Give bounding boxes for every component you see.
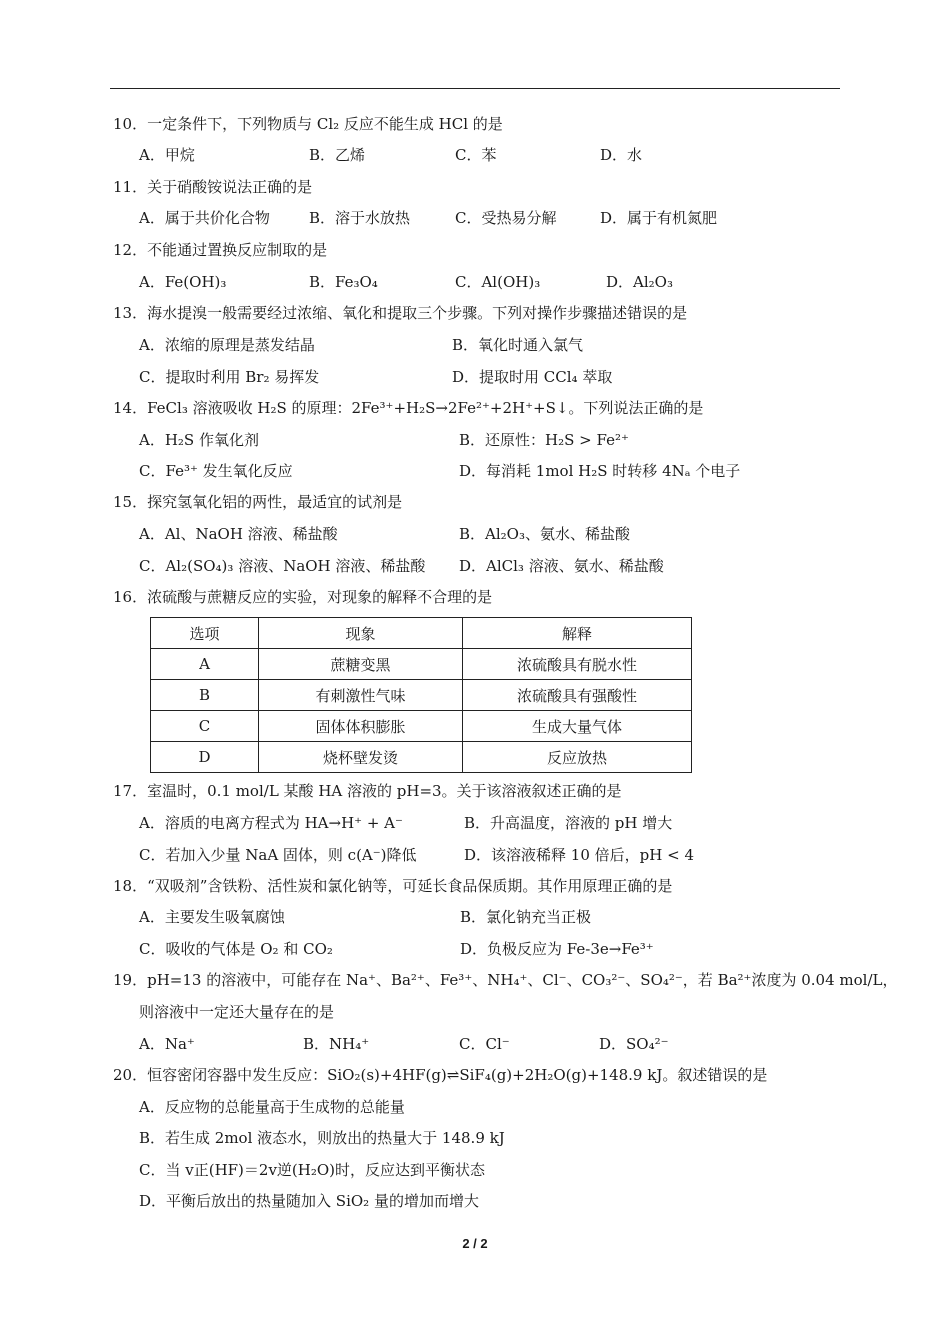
table-cell: 生成大量气体 — [463, 711, 692, 742]
table-cell: A — [151, 649, 259, 680]
q18-option-c: C．吸收的气体是 O₂ 和 CO₂ — [139, 940, 333, 958]
q12-option-a: A．Fe(OH)₃ — [139, 273, 227, 291]
q11-option-a: A．属于共价化合物 — [139, 209, 270, 227]
q14-option-d: D．每消耗 1mol H₂S 时转移 4Nₐ 个电子 — [459, 462, 741, 480]
q16-stem: 16．浓硫酸与蔗糖反应的实验，对现象的解释不合理的是 — [113, 588, 493, 606]
table-cell: 浓硫酸具有脱水性 — [463, 649, 692, 680]
table-cell: 有刺激性气味 — [259, 680, 463, 711]
q19-option-a: A．Na⁺ — [139, 1035, 195, 1053]
q17-stem: 17．室温时，0.1 mol/L 某酸 HA 溶液的 pH=3。关于该溶液叙述正确的是 — [113, 782, 622, 800]
q17-option-a: A．溶质的电离方程式为 HA→H⁺ + A⁻ — [139, 814, 403, 832]
q17-option-d: D．该溶液稀释 10 倍后，pH < 4 — [464, 846, 694, 864]
q11-option-d: D．属于有机氮肥 — [600, 209, 718, 227]
q15-stem: 15．探究氢氧化铝的两性，最适宜的试剂是 — [113, 493, 403, 511]
q14-option-a: A．H₂S 作氧化剂 — [139, 431, 259, 449]
table-row — [151, 680, 692, 711]
q12-option-c: C．Al(OH)₃ — [455, 273, 541, 291]
q15-option-c: C．Al₂(SO₄)₃ 溶液、NaOH 溶液、稀盐酸 — [139, 557, 426, 575]
q15-option-a: A．Al、NaOH 溶液、稀盐酸 — [139, 525, 338, 543]
q12-option-b: B．Fe₃O₄ — [309, 273, 378, 291]
table-cell: D — [151, 742, 259, 773]
q15-option-b: B．Al₂O₃、氨水、稀盐酸 — [459, 525, 630, 543]
q20-option-b: B．若生成 2mol 液态水，则放出的热量大于 148.9 kJ — [139, 1129, 505, 1147]
q10-option-d: D．水 — [600, 146, 643, 164]
q10-option-b: B．乙烯 — [309, 146, 366, 164]
table-row — [151, 649, 692, 680]
q19-stem-continued: 则溶液中一定还大量存在的是 — [139, 1003, 335, 1021]
q19-stem: 19．pH=13 的溶液中，可能存在 Na⁺、Ba²⁺、Fe³⁺、NH₄⁺、Cl⁻、CO₃²⁻、SO₄²⁻，若 Ba²⁺浓度为 0.04 mol/L， — [113, 971, 898, 989]
q13-option-b: B．氧化时通入氯气 — [452, 336, 584, 354]
q12-stem: 12．不能通过置换反应制取的是 — [113, 241, 328, 259]
table-row — [151, 742, 692, 773]
q20-option-c: C．当 v正(HF)＝2v逆(H₂O)时，反应达到平衡状态 — [139, 1161, 486, 1179]
table-cell: 浓硫酸具有强酸性 — [463, 680, 692, 711]
table-cell: 反应放热 — [463, 742, 692, 773]
q20-option-d: D．平衡后放出的热量随加入 SiO₂ 量的增加而增大 — [139, 1192, 479, 1210]
q10-stem: 10．一定条件下，下列物质与 Cl₂ 反应不能生成 HCl 的是 — [113, 115, 503, 133]
q14-option-b: B．还原性：H₂S > Fe²⁺ — [459, 431, 629, 449]
q17-option-c: C．若加入少量 NaA 固体，则 c(A⁻)降低 — [139, 846, 417, 864]
q19-option-d: D．SO₄²⁻ — [599, 1035, 669, 1053]
q10-option-c: C．苯 — [455, 146, 497, 164]
table-cell: 烧杯壁发烫 — [259, 742, 463, 773]
q17-option-b: B．升高温度，溶液的 pH 增大 — [464, 814, 673, 832]
table-cell: B — [151, 680, 259, 711]
q14-stem: 14．FeCl₃ 溶液吸收 H₂S 的原理：2Fe³⁺+H₂S→2Fe²⁺+2H⁺+S↓。下列说法正确的是 — [113, 399, 704, 417]
q13-option-c: C．提取时利用 Br₂ 易挥发 — [139, 368, 320, 386]
q14-option-c: C．Fe³⁺ 发生氧化反应 — [139, 462, 293, 480]
table-header-cell: 现象 — [259, 618, 463, 649]
q18-option-a: A．主要发生吸氧腐蚀 — [139, 908, 285, 926]
q19-option-c: C．Cl⁻ — [459, 1035, 510, 1053]
q19-option-b: B．NH₄⁺ — [303, 1035, 370, 1053]
q20-stem: 20．恒容密闭容器中发生反应：SiO₂(s)+4HF(g)⇌SiF₄(g)+2H₂O(g)+148.9 kJ。叙述错误的是 — [113, 1066, 768, 1084]
table-cell: 固体体积膨胀 — [259, 711, 463, 742]
q13-option-d: D．提取时用 CCl₄ 萃取 — [452, 368, 613, 386]
q20-option-a: A．反应物的总能量高于生成物的总能量 — [139, 1098, 405, 1116]
q15-option-d: D．AlCl₃ 溶液、氨水、稀盐酸 — [459, 557, 664, 575]
table-cell: 蔗糖变黑 — [259, 649, 463, 680]
header-rule — [110, 88, 840, 89]
q12-option-d: D．Al₂O₃ — [606, 273, 673, 291]
table-header-cell: 解释 — [463, 618, 692, 649]
q10-option-a: A．甲烷 — [139, 146, 195, 164]
table-row — [151, 711, 692, 742]
q18-option-b: B．氯化钠充当正极 — [460, 908, 592, 926]
table-header-cell: 选项 — [151, 618, 259, 649]
q18-option-d: D．负极反应为 Fe-3e→Fe³⁺ — [460, 940, 654, 958]
q13-stem: 13．海水提溴一般需要经过浓缩、氧化和提取三个步骤。下列对操作步骤描述错误的是 — [113, 304, 688, 322]
q11-option-b: B．溶于水放热 — [309, 209, 411, 227]
page-number: 2 / 2 — [462, 1236, 488, 1251]
q11-stem: 11．关于硝酸铵说法正确的是 — [113, 178, 313, 196]
table-cell: C — [151, 711, 259, 742]
table-header-row — [151, 618, 692, 649]
q11-option-c: C．受热易分解 — [455, 209, 557, 227]
q13-option-a: A．浓缩的原理是蒸发结晶 — [139, 336, 315, 354]
q18-stem: 18．“双吸剂”含铁粉、活性炭和氯化钠等，可延长食品保质期。其作用原理正确的是 — [113, 877, 673, 895]
q16-table — [150, 617, 692, 773]
